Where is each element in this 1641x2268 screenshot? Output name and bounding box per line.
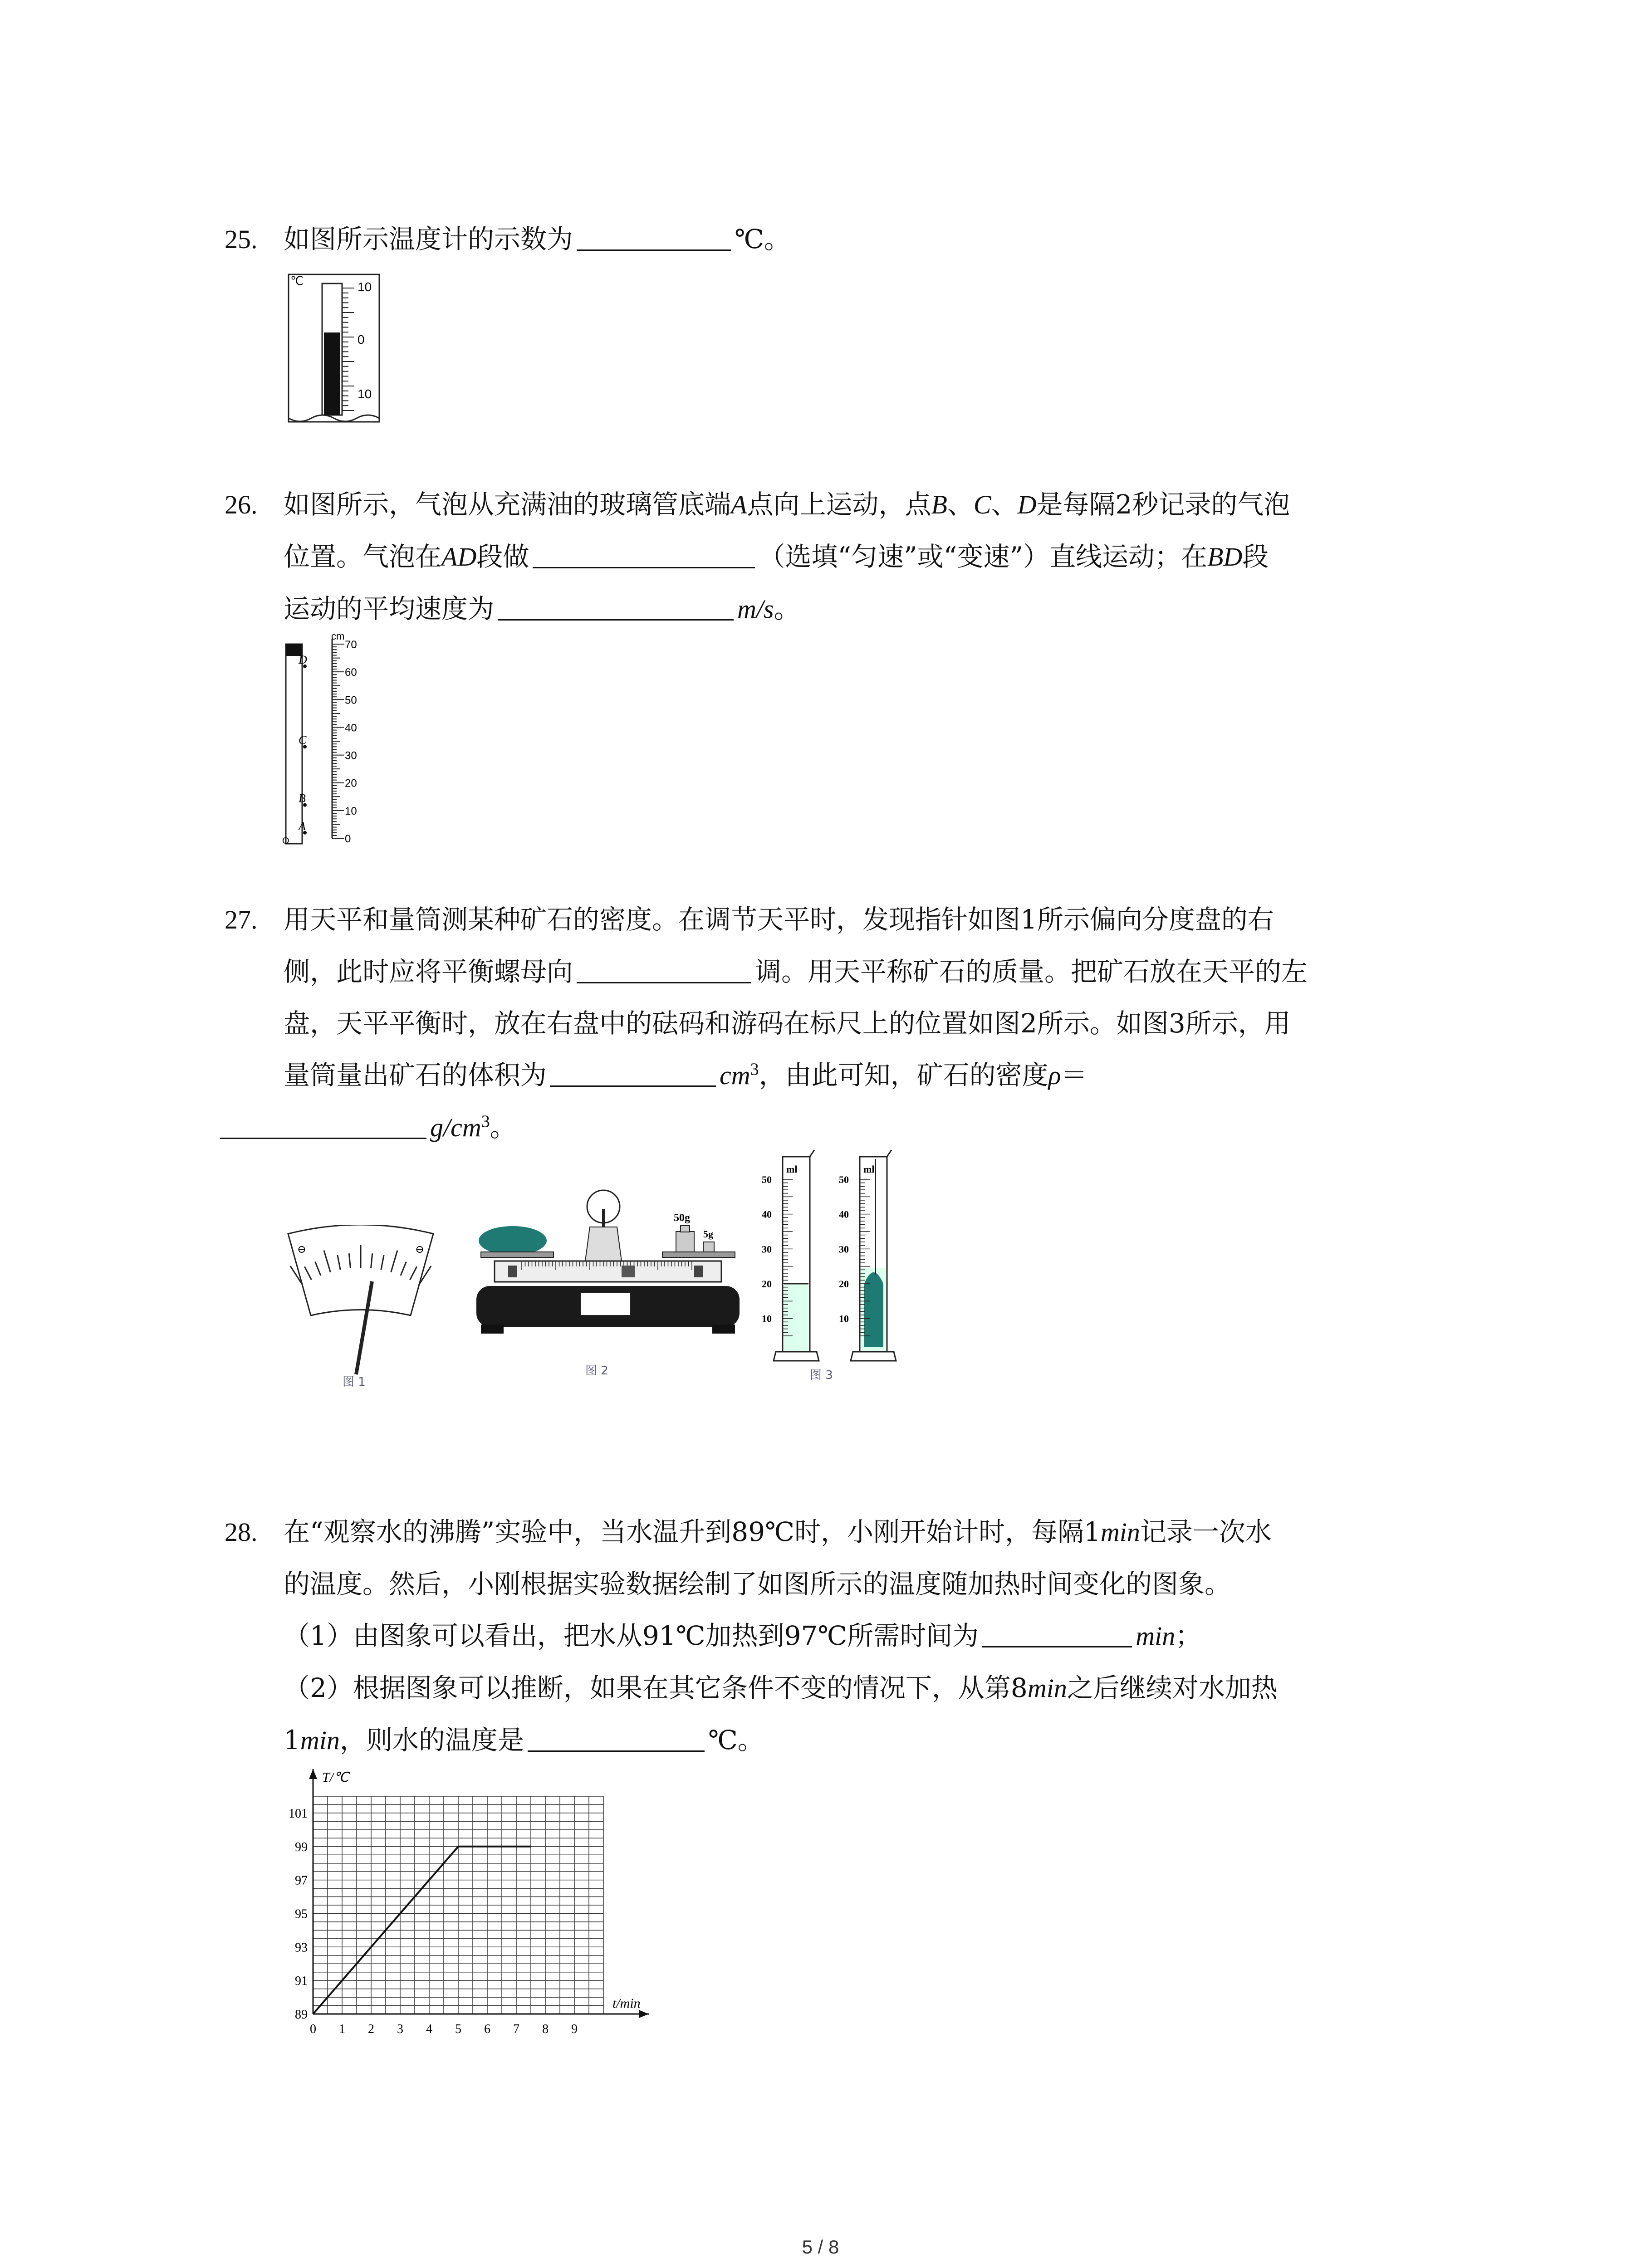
answer-blank[interactable] [220,1114,426,1139]
figure-caption: 图 3 [810,1369,833,1382]
cylinder-tick-label: 40 [839,1208,849,1220]
ruler-tick-label: 40 [345,722,357,734]
ruler-tick-label: 30 [345,749,357,762]
y-axis-arrow [309,1769,317,1779]
x-tick-label: 5 [455,2022,461,2036]
cylinder-unit: ml [863,1163,875,1175]
ruler-tick-label: 0 [345,833,351,845]
bubble-point-label: D [299,653,307,666]
weight-label-5g: 5g [703,1228,713,1240]
question-26: 26. 如图所示，气泡从充满油的玻璃管底端A点向上运动，点B、C、D是每隔2秒记录的气泡 位置。气泡在AD段做 （选填“匀速”或“变速”）直线运动；在BD段 运动的平均速度为 m/s。 [225,479,1290,635]
answer-blank[interactable] [550,1062,716,1087]
left-pan [481,1252,554,1257]
water-level [784,1284,808,1351]
weight-5g [703,1242,714,1252]
bubble-point-label: C [299,733,307,747]
x-tick-label: 0 [310,2022,316,2036]
cylinder-tick-label: 30 [839,1243,849,1255]
answer-blank[interactable] [528,1727,705,1752]
question-27: 27. 用天平和量筒测某种矿石的密度。在调节天平时，发现指针如图1所示偏向分度盘的右 侧，此时应将平衡螺母向 调。用天平称矿石的质量。把矿石放在天平的左 盘，天平平衡时，放在右盘中的砝码和游码在标尺上的位置如图2所示。如图3所示，用 量筒量出矿石的体积为 $cm^3$，由此可知，矿石的密度ρ＝ $g/cm^3$。 [225,894,1308,1154]
answer-blank[interactable] [533,543,755,568]
cylinder-tick-label: 30 [762,1243,772,1255]
cylinder-tick-label: 40 [762,1208,772,1220]
rider [622,1266,635,1277]
ruler-ticks [332,639,357,845]
cylinder-tick-label: 10 [839,1313,849,1325]
cylinder-tick-label: 50 [762,1174,772,1185]
thermometer-label-top: 10 [358,280,372,294]
cylinder-tick-label: 10 [762,1313,772,1325]
y-tick-label: 89 [295,2008,308,2022]
answer-blank[interactable] [498,596,734,621]
cylinder-unit: ml [786,1163,798,1175]
x-tick-label: 9 [571,2022,578,2036]
question-number: 26. [225,490,258,519]
balance-pointer-dial-figure [279,1225,442,1393]
bubble-tube-figure [281,631,377,848]
dial-minus-mark: ⊖ [297,1243,307,1256]
ruler-tick-label: 50 [345,694,357,707]
temperature-time-chart [268,1760,694,2050]
y-axis-label: T/℃ [322,1770,349,1785]
right-pan [662,1252,735,1257]
question-28: 28. 在“观察水的沸腾”实验中，当水温升到89℃时，小刚开始计时，每隔1min记录一次水 的温度。然后，小刚根据实验数据绘制了如图所示的温度随加热时间变化的图象。 （1）由图象可以看出，把水从91℃加热到97℃所需时间为 min； （2）根据图象可以推断，如果在其它条件不变的情况下，从第8min之后继续对水加热 1min，则水的温度是 ℃。 [225,1506,1278,1766]
dial-plate [288,1225,433,1315]
figure-caption: 图 1 [343,1375,366,1389]
cylinder-tick-label: 20 [762,1278,772,1290]
tube-bottom-label: O [282,836,289,846]
cylinder-tick-label: 50 [839,1174,849,1185]
thermometer-figure [285,272,394,426]
y-tick-label: 99 [295,1840,308,1854]
y-tick-labels [289,1807,308,2022]
ruler-tick-label: 60 [345,666,357,679]
answer-blank[interactable] [982,1623,1132,1647]
cylinder-tick-label: 20 [839,1278,849,1290]
answer-blank[interactable] [577,226,731,251]
measuring-cylinders-figure [755,1148,919,1388]
question-number: 27. [225,905,258,934]
ore-sample [479,1226,547,1255]
balance-figure [467,1184,749,1388]
y-tick-label: 95 [295,1907,308,1921]
ruler-unit: cm [331,631,345,642]
x-tick-label: 8 [542,2022,549,2036]
x-tick-label: 6 [484,2022,490,2036]
bubble-point-label: A [299,819,306,833]
x-tick-label: 2 [368,2022,374,2036]
x-axis-label: t/min [612,1996,641,2011]
page-number: 5 / 8 [802,2236,839,2258]
question-number: 28. [225,1517,258,1547]
ruler-tick-label: 70 [345,639,357,651]
x-tick-label: 3 [397,2022,403,2036]
thermometer-label-bottom: 10 [358,387,372,401]
thermometer-unit: ℃ [290,274,304,288]
thermometer-liquid-column [324,332,340,415]
ruler-tick-label: 20 [345,777,357,790]
weight-50g [676,1232,694,1252]
x-tick-label: 4 [426,2022,432,2036]
question-number: 25. [225,225,258,254]
y-tick-label: 97 [295,1873,308,1888]
y-tick-label: 91 [295,1974,308,1989]
answer-blank[interactable] [577,958,751,983]
y-tick-label: 101 [289,1806,308,1821]
x-axis-arrow [639,2010,649,2018]
x-tick-label: 7 [513,2022,519,2036]
weight-label-50g: 50g [674,1212,690,1224]
chart-grid [313,1796,603,2014]
figure-caption: 图 2 [585,1364,608,1378]
bubble-point-label: B [299,792,306,805]
y-tick-label: 93 [295,1941,308,1955]
dial-plus-mark: ⊖ [415,1243,425,1256]
ruler-tick-label: 10 [345,805,357,817]
x-tick-label: 1 [339,2022,345,2036]
question-25: 25. 如图所示温度计的示数为 ℃。 [225,213,790,265]
x-tick-labels [310,2022,578,2036]
thermometer-label-zero: 0 [358,332,365,347]
